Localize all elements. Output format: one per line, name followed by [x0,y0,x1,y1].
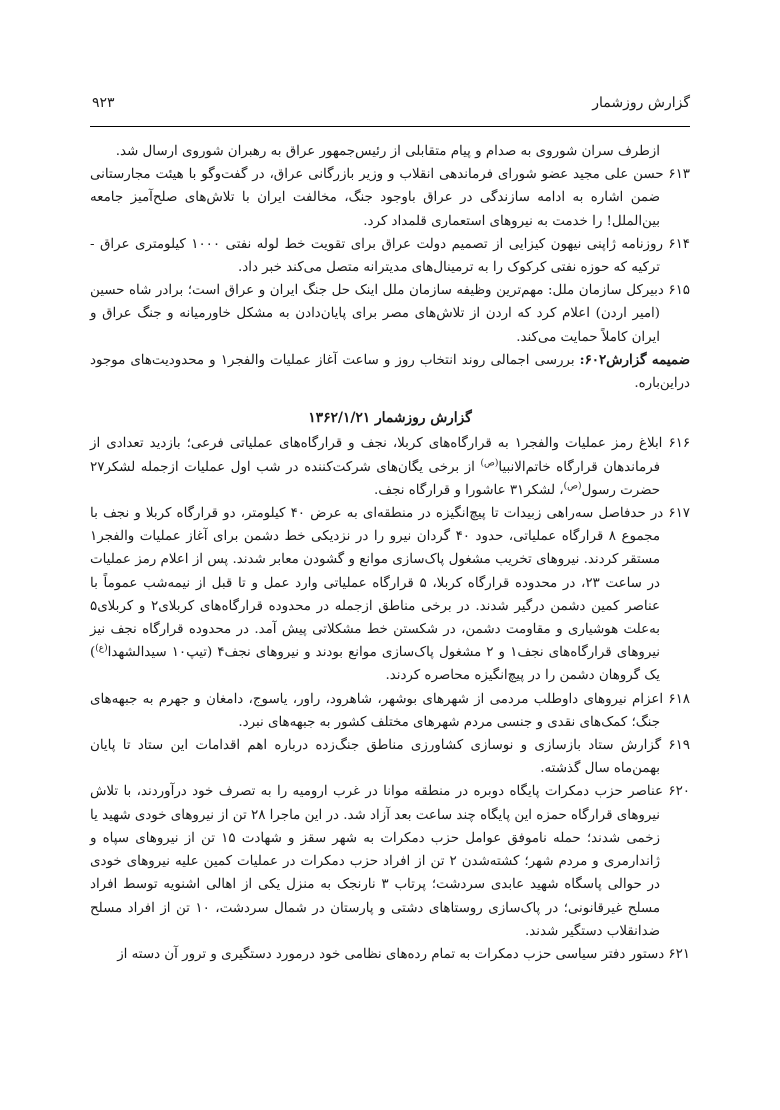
header-rule [90,126,690,127]
entry-616-part-c: ، لشکر۳۱ عاشورا و قرارگاه نجف. [374,482,564,498]
entry-613: ۶۱۳ حسن علی مجید عضو شورای فرماندهی انقلاب و وزیر بازرگانی عراق، در گفت‌وگو با هیئت مجارستانی ضمن اشاره به ادامه سازندگی در عراق باوجود جنگ، مخالفت ایران با تلاش‌های صلح‌آمیز جامعه بین‌الملل! را خدمت به نیروهای استعماری قلمداد کرد. [90,167,690,229]
running-header-title: گزارش روزشمار [592,95,690,111]
entry-616-superscript-2: (ص) [563,481,582,492]
entry-617-superscript: (ع) [95,643,108,654]
appendix-note [90,349,690,395]
entry-620: ۶۲۰ عناصر حزب دمکرات پایگاه دوبره در منطقه موانا در غرب ارومیه را به تصرف خود درآوردند، با تلاش نیروهای قرارگاه حمزه این پایگاه چند ساعت بعد آزاد شد. در این ماجرا ۲۸ تن از نیروهای خودی شهید یا زخمی شدند؛ حمله ناموفق عوامل حزب دمکرات به شهر سقز و شهادت ۱۵ تن از نیروهای سپاه و ژاندارمری و مردم شهر؛ کشته‌شدن ۲ تن از افراد حزب دمکرات در عملیات کمین علیه نیروهای خودی در حوالی پاسگاه شهید عابدی سردشت؛ پرتاب ۳ نارنجک به منزل یکی از اهالی اشنویه توسط افراد مسلح غیرقانونی؛ در پاک‌سازی روستاهای دشتی و پارستان در شمال سردشت، ۱۰ تن از افراد مسلح ضدانقلاب دستگیر شدند. [90,784,690,939]
entry-614: ۶۱۴ روزنامه ژاپنی نیهون کیزایی از تصمیم دولت عراق برای تقویت خط لوله نفتی ۱۰۰۰ کیلومتری عراق - ترکیه که حوزه نفتی کرکوک را به ترمینال‌های مدیترانه متصل می‌کند خبر داد. [90,236,690,276]
entry-621: ۶۲۱ دستور دفتر سیاسی حزب دمکرات به تمام رده‌های نظامی خود درمورد دستگیری و ترور آن دسته از [117,946,690,962]
entry-617 [90,502,690,688]
entry-616-superscript-1: (ص) [480,458,499,469]
document-body [90,140,690,966]
entry-616 [90,432,690,502]
entry-616-part-b: از برخی یگان‌های شرکت‌کننده در شب اول عملیات ازجمله لشکر۲۷ حضرت رسول [90,459,660,498]
paragraph-continuation: ازطرف سران شوروی به صدام و پیام متقابلی از رئیس‌جمهور عراق به رهبران شوروی ارسال شد. [115,144,660,159]
entry-617-part-b: ) یک گروهان دشمن را در پیچ‌انگیزه محاصره کردند. [90,645,660,684]
appendix-text: بررسی اجمالی روند انتخاب روز و ساعت آغاز عملیات والفجر۱ و محدودیت‌های موجود دراین‌باره. [90,352,690,392]
appendix-label: ضمیمه گزارش۶۰۲: [579,351,690,368]
entry-617-part-a: ۶۱۷ در حدفاصل سه‌راهی زبیدات تا پیچ‌انگیزه در منطقه‌ای به عرض ۴۰ کیلومتر، دو قرارگاه کربلا و نجف با مجموع ۸ قرارگاه عملیاتی، حدود ۴۰ گردان نیرو را در نزدیکی خط دشمن برای آغاز عملیات والفجر۱ مستقر کردند. نیروهای تخریب مشغول پاک‌سازی موانع و گشودن معابر شدند. پس از اعلام رمز عملیات در ساعت ۲۳، در محدوده قرارگاه کربلا، ۵ قرارگاه عملیاتی وارد عمل و تا قبل از نیمه‌شب عموماً با عناصر کمین دشمن درگیر شدند. در برخی مناطق ازجمله در محدوده قرارگاه‌های کربلای۲ و کربلای۵ به‌علت هوشیاری و مقاومت دشمن، در شکستن خط مشکلاتی پیش آمد. در محدوده قرارگاه نجف نیز نیروهای قرارگاه‌های نجف۱ و ۲ مشغول پاک‌سازی موانع بودند و نیروهای نجف۴ (تیپ۱۰ سیدالشهدا [90,506,690,661]
entry-615: ۶۱۵ دبیرکل سازمان ملل: مهم‌ترین وظیفه سازمان ملل اینک حل جنگ ایران و عراق است؛ برادر شاه حسین (امیر اردن) اعلام کرد که اردن از تلاش‌های مصر برای پایان‌دادن به مشکل خاورمیانه و جنگ عراق و ایران کاملاً حمایت می‌کند. [90,283,690,345]
section-heading: گزارش روزشمار ۱۳۶۲/۱/۲۱ [308,410,472,427]
entry-616-part-a: ۶۱۶ ابلاغ رمز عملیات والفجر۱ به قرارگاه‌های کربلا، نجف و قرارگاه‌های عملیاتی فرعی؛ بازدید تعدادی از فرماندهان قرارگاه خاتم‌الانبیا [90,436,691,475]
entry-618: ۶۱۸ اعزام نیروهای داوطلب مردمی از شهرهای بوشهر، شاهرود، راور، یاسوج، دامغان و جهرم به جبهه‌های جنگ؛ کمک‌های نقدی و جنسی مردم شهرهای مختلف کشور به جبهه‌های نبرد. [90,691,690,730]
page-number: ۹۲۳ [92,95,115,111]
entry-619: ۶۱۹ گزارش ستاد بازسازی و نوسازی کشاورزی مناطق جنگ‌زده درباره اهم اقدامات این ستاد تا پایان بهمن‌ماه سال گذشته. [90,738,690,777]
